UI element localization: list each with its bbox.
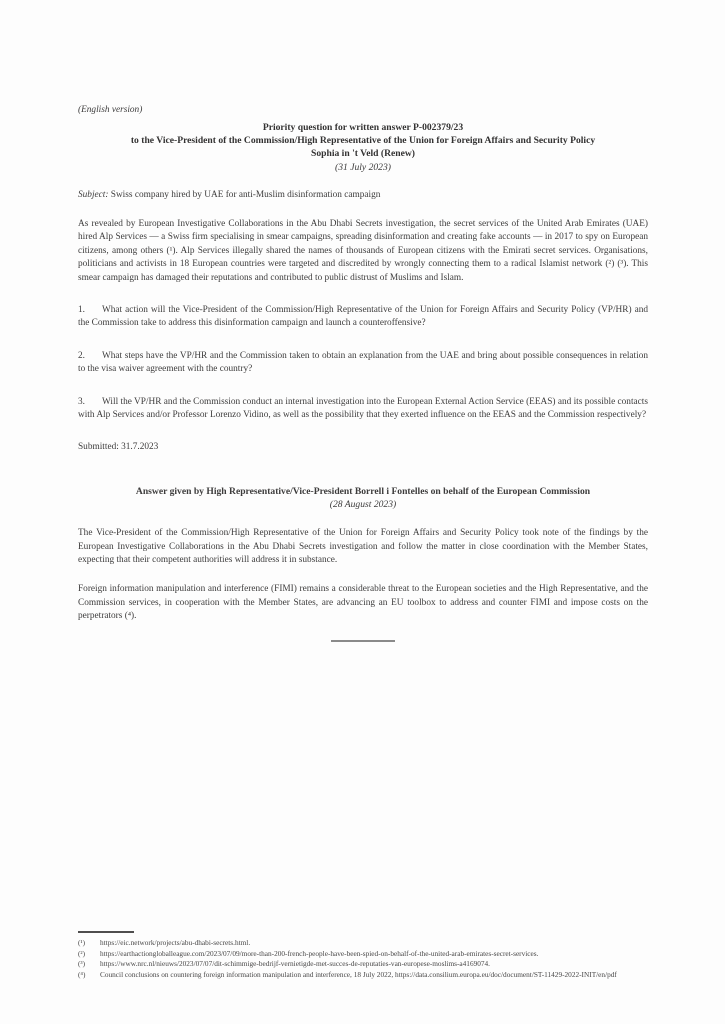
footnote-marker: (⁴) xyxy=(78,969,86,979)
question-date: (31 July 2023) xyxy=(335,161,391,173)
footnote-text: https://www.nrc.nl/nieuws/2023/07/07/dit-schimmige-bedrijf-vernietigde-met-succes-de-reputaties-van-europese-moslims-a4169074. xyxy=(100,959,491,969)
question-body-paragraph: As revealed by European Investigative Collaborations in the Abu Dhabi Secrets investigation, the secret services of the United Arab Emirates (UAE) hired Alp Services — a Swiss firm specialising in smear campaigns, spreading disinformation and creating fake accounts — in 2017 to spy on European citizens, among others (¹). Alp Services illegally shared the names of thousands of European citizens with the Emirati secret services. Organisations, politicians and activists in 18 European countries were targeted and discredited by wrongly connecting them to a radical Islamist network (²) (³). This smear campaign has damaged their reputations and contributed to public distrust of Muslims and Islam. xyxy=(78,219,648,283)
subject-text: Swiss company hired by UAE for anti-Muslim disinformation campaign xyxy=(110,189,381,200)
subject-line xyxy=(78,189,648,202)
footnote-marker: (²) xyxy=(78,948,86,958)
answer-header xyxy=(78,485,648,511)
footnote-marker: (³) xyxy=(78,959,86,969)
answer-heading: Answer given by High Representative/Vice-President Borrell i Fontelles on behalf of the European Commission xyxy=(135,485,591,497)
footnote-text: https://eic.network/projects/abu-dhabi-secrets.html. xyxy=(100,938,251,947)
question-title: Priority question for written answer P-002379/23 xyxy=(262,122,464,133)
footnote-3 xyxy=(78,959,653,970)
footnote-separator-rule xyxy=(78,931,134,933)
question-item-2 xyxy=(78,350,648,377)
document-content xyxy=(78,104,648,642)
footnote-text: https://earthactiongloballeague.com/2023/07/09/more-than-200-french-people-have-been-spied-on-behalf-of-the-united-arab-emirates-secret-services. xyxy=(100,948,539,958)
footnote-marker: (¹) xyxy=(78,938,86,947)
language-note: (English version) xyxy=(78,105,143,115)
question-item-3 xyxy=(78,396,648,423)
answer-paragraph-1: The Vice-President of the Commission/High Representative of the Union for Foreign Affairs and Security Policy took note of the findings by the European Investigative Collaborations in the Abu Dhabi Secrets investigation and follow the matter in close coordination with the Member States, expecting that their competent authorities will address it in substance. xyxy=(78,528,648,565)
question-text: What action will the Vice-President of the Commission/High Representative of the Union for Foreign Affairs and Security Policy (VP/HR) and the Commission take to address this disinformation campaign and launch a counteroffensive? xyxy=(78,305,648,329)
footnote-1 xyxy=(78,938,653,949)
submitted-line: Submitted: 31.7.2023 xyxy=(78,442,159,453)
question-number: 1. xyxy=(78,305,85,316)
question-header xyxy=(78,121,648,174)
footnotes-section xyxy=(78,931,653,980)
footnote-2 xyxy=(78,949,653,960)
question-number: 2. xyxy=(78,350,85,361)
section-end-rule xyxy=(331,640,395,642)
question-text: Will the VP/HR and the Commission conduct an internal investigation into the European External Action Service (EEAS) and its possible contacts with Alp Services and/or Professor Lorenzo Vidino, as well as the possibility that they exerted influence on the EEAS and the Commission respectively? xyxy=(78,396,648,421)
footnote-text: Council conclusions on countering foreign information manipulation and interference, 18 July 2022, https://data.consilium.europa.eu/doc/document/ST-11429-2022-INIT/en/pdf xyxy=(100,969,617,979)
question-item-1 xyxy=(78,304,648,331)
subject-label: Subject: xyxy=(78,189,109,200)
answer-date: (28 August 2023) xyxy=(329,498,397,510)
question-author: Sophia in 't Veld (Renew) xyxy=(311,148,415,160)
question-addressee: to the Vice-President of the Commission/High Representative of the Union for Foreign Affairs and Security Policy xyxy=(130,135,596,147)
footnote-4 xyxy=(78,970,653,981)
answer-paragraph-2: Foreign information manipulation and interference (FIMI) remains a considerable threat to the European societies and the High Representative, and the Commission services, in cooperation with the Member States, are advancing an EU toolbox to address and counter FIMI and impose costs on the perpetrators (⁴). xyxy=(78,584,648,622)
question-text: What steps have the VP/HR and the Commission taken to obtain an explanation from the UAE and bring about possible consequences in relation to the visa waiver agreement with the country? xyxy=(78,350,648,375)
question-number: 3. xyxy=(78,396,85,407)
